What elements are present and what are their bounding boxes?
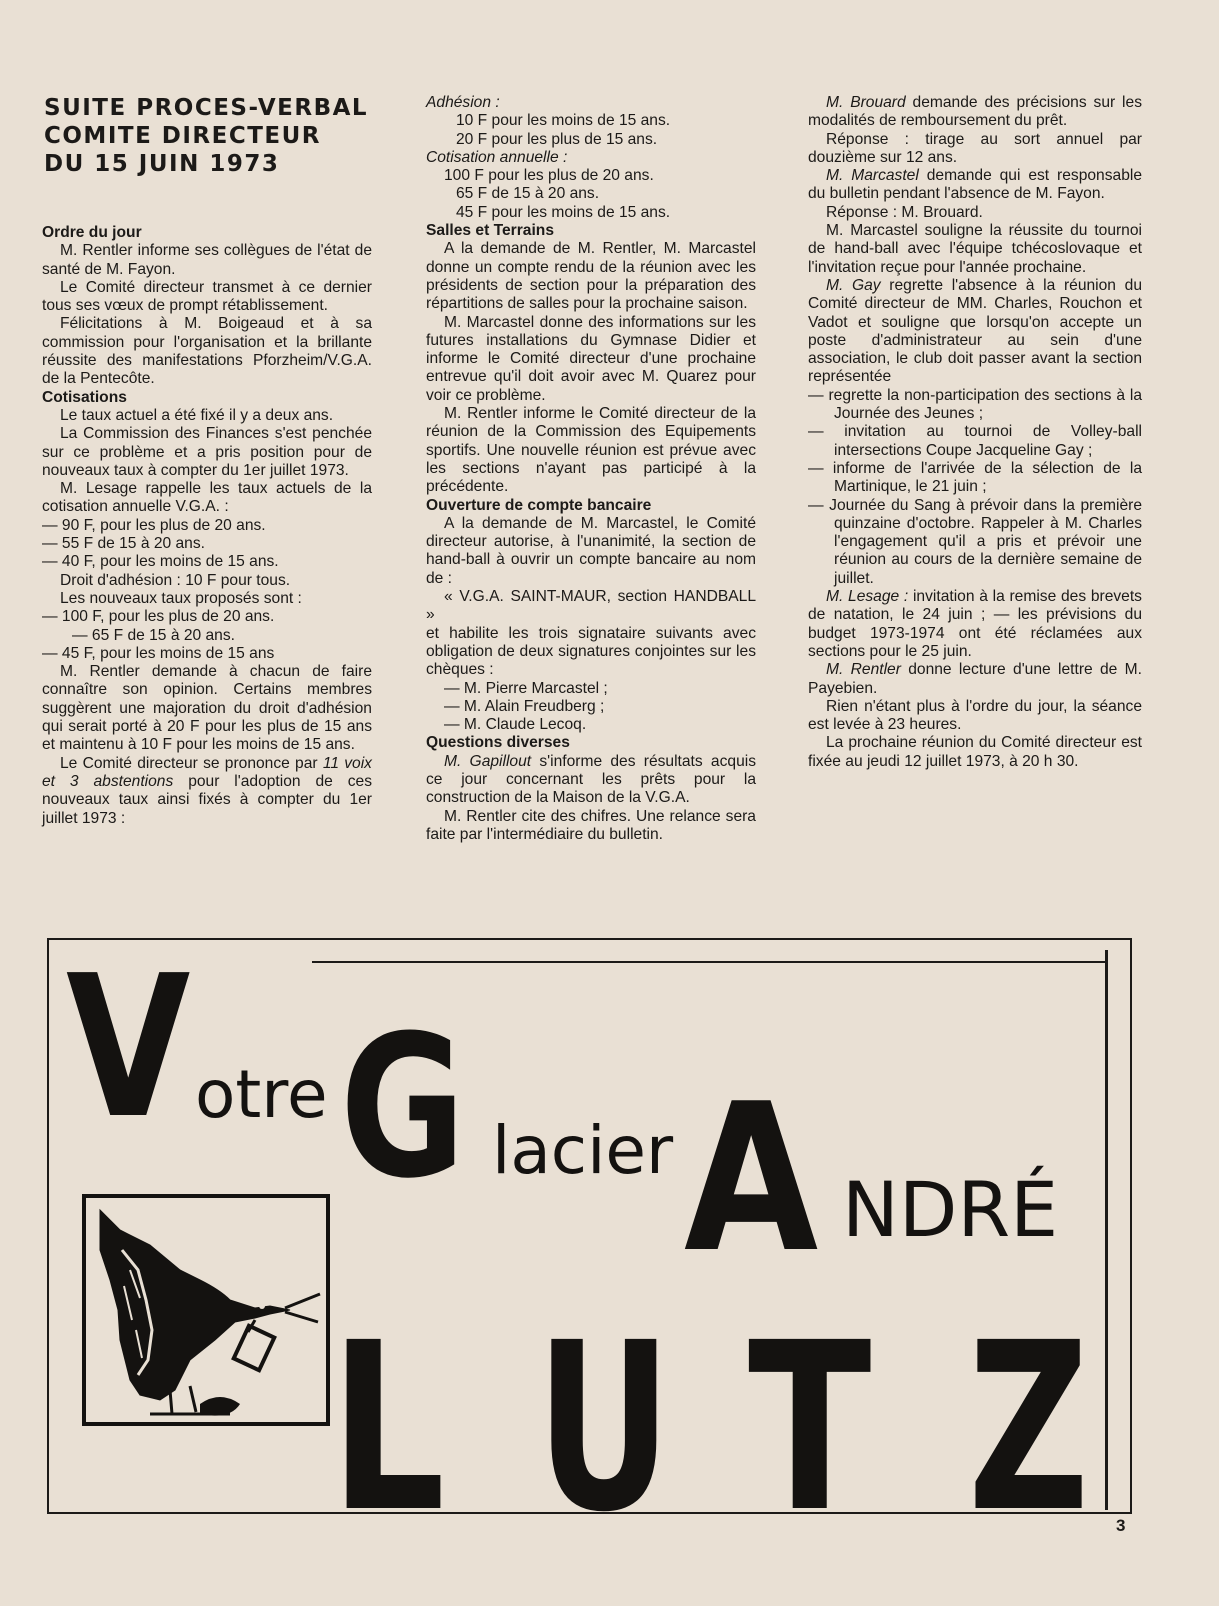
signatory: — M. Pierre Marcastel ; [444,679,608,697]
paragraph: Félicitations à M. Boigeaud et à sa commission pour l'organisation et la brillante réussite des manifestations Pforzheim/V.G.A. de la Pentecôte. [42,315,372,388]
rate-line: 100 F pour les plus de 20 ans. [444,167,654,185]
stork-illustration [80,1190,336,1430]
ad-frame-line [1105,950,1108,1510]
column-2 [426,94,756,844]
rate-line: — 90 F, pour les plus de 20 ans. [42,516,266,534]
paragraph [808,94,1142,131]
heading-compte-bancaire: Ouverture de compte bancaire [426,496,652,514]
paragraph: M. Rentler informe le Comité directeur de la réunion de la Commission des Equipements sportifs. Une nouvelle réunion est prévue avec les sections n'ayant pas participé à la précédente. [426,405,756,496]
ad-letter-u: U [536,1293,672,1563]
ad-letter-g: G [340,994,466,1222]
heading-cotisations: Cotisations [42,388,127,406]
ad-letter-a: A [684,1061,819,1298]
vote-result: 11 voix et 3 abstentions [42,754,372,790]
rate-line: 45 F pour les moins de 15 ans. [456,203,671,221]
ice-cream-box [234,1326,275,1370]
text: s'informe des résultats acquis ce jour concernant les prêts pour la construction de la Maison de la V.G.A. [426,752,756,807]
paragraph [808,661,1142,698]
rate-line: — 40 F, pour les moins de 15 ans. [42,553,279,571]
list-item: — informe de l'arrivée de la sélection de la Martinique, le 21 juin ; [808,459,1142,496]
title-line-2: COMITE DIRECTEUR [44,123,322,149]
page-number: 3 [1116,1516,1126,1535]
ad-letter-t: T [748,1293,872,1563]
paragraph: M. Rentler informe ses collègues de l'état de santé de M. Fayon. [42,242,372,278]
text: Le Comité directeur se prononce par [60,754,318,772]
column-1 [42,224,372,828]
paragraph: Le taux actuel a été fixé il y a deux ans. [60,406,334,424]
paragraph: M. Rentler demande à chacun de faire connaître son opinion. Certains membres suggèrent une majoration du droit d'adhésion qui serait porté à 20 F pour les plus de 15 ans et maintenu à 10 F pour les moins de 15 ans. [42,663,372,754]
paragraph: M. Marcastel souligne la réussite du tournoi de hand-ball avec l'équipe tchécoslovaque et l'invitation reçue pour l'année prochaine. [808,222,1142,276]
rate-line: 65 F de 15 à 20 ans. [456,185,600,203]
rate-line: — 55 F de 15 à 20 ans. [42,535,205,553]
ad-word-lacier: lacier [492,1112,674,1189]
list-item: — invitation au tournoi de Volley-ball intersections Coupe Jacqueline Gay ; [808,423,1142,459]
paragraph [808,277,1142,387]
paragraph: A la demande de M. Marcastel, le Comité directeur autorise, à l'unanimité, la section de hand-ball à ouvrir un compte bancaire au nom de : [426,514,756,587]
heading-salles-terrains: Salles et Terrains [426,222,554,240]
rate-line: — 45 F, pour les moins de 15 ans [42,644,275,662]
title-line-3: DU 15 JUIN 1973 [44,151,280,177]
rate-line: Les nouveaux taux proposés sont : [60,589,302,607]
text: demande qui est responsable du bulletin pendant l'absence de M. Fayon. [808,167,1142,203]
rate-line: — 100 F, pour les plus de 20 ans. [42,608,275,626]
paragraph [808,167,1142,204]
paragraph: et habilite les trois signataire suivants avec obligation de deux signatures conjointes sur les chèques : [426,624,756,679]
text: — les prévisions du budget 1973-1974 ont été réclamées aux sections pour le 25 juin. [808,606,1142,660]
ad-word-otre: otre [195,1056,328,1133]
text: pour l'adoption de ces nouveaux taux ainsi fixés à compter du 1er juillet 1973 : [42,772,373,827]
page-title [44,94,384,178]
text: regrette l'absence à la réunion du Comité directeur de MM. Charles, Rouchon et Vadot et souligne que lorsqu'on accepte un poste d'administrateur au sein d'une association, le club doit passer avant la section représentée [808,276,1142,386]
paragraph: Rien n'étant plus à l'ordre du jour, la séance est levée à 23 heures. [808,697,1142,734]
signatory: — M. Claude Lecoq. [444,716,587,734]
rate-line: Droit d'adhésion : 10 F pour tous. [60,571,291,589]
paragraph-vote [42,755,372,828]
column-3 [808,94,1142,771]
speaker: M. Gay [826,276,881,294]
speaker: M. Lesage : [826,588,909,606]
paragraph: A la demande de M. Rentler, M. Marcastel donne un compte rendu de la réunion avec les présidents de section pour la préparation des répartitions de salles pour la prochaine saison. [426,240,756,313]
ad-letter-v: V [66,934,191,1162]
paragraph: M. Rentler cite des chifres. Une relance sera faite par l'intermédiaire du bulletin. [426,807,756,843]
rate-line: 20 F pour les plus de 15 ans. [456,130,658,148]
list-item: — Journée du Sang à prévoir dans la première quinzaine d'octobre. Rappeler à M. Charles l'engagement qu'il a pris et prévoir une réunion au cours de la dernière semaine de juillet. [808,496,1142,587]
text: donne lecture d'une lettre de M. Payebien. [808,661,1142,697]
paragraph: M. Lesage rappelle les taux actuels de la cotisation annuelle V.G.A. : [42,480,372,516]
ad-letter-z: Z [968,1293,1090,1563]
title-line-1: SUITE PROCES-VERBAL [44,95,369,121]
ad-word-ndre: NDRÉ [842,1165,1059,1254]
paragraph: La prochaine réunion du Comité directeur est fixée au jeudi 12 juillet 1973, à 20 h 30. [808,734,1142,770]
paragraph [808,588,1142,661]
label-adhesion: Adhésion : [426,94,500,111]
list-item: — regrette la non-participation des sections à la Journée des Jeunes ; [808,386,1142,423]
text: demande des précisions sur les modalités de remboursement du prêt. [808,94,1142,130]
heading-ordre-du-jour: Ordre du jour [42,224,142,241]
nest [200,1397,240,1416]
stork-eye [259,1303,265,1309]
speaker: M. Rentler [826,661,901,679]
paragraph: Réponse : tirage au sort annuel par douzième sur 12 ans. [808,130,1142,166]
paragraph: « V.G.A. SAINT-MAUR, section HANDBALL » [426,588,756,624]
label-cotisation: Cotisation annuelle : [426,148,568,166]
rate-line: — 65 F de 15 à 20 ans. [72,626,235,644]
paragraph [426,753,756,808]
speaker: M. Marcastel [826,167,919,185]
speaker: M. Brouard [826,94,906,111]
speaker: M. Gapillout [444,752,532,770]
text: invitation à la remise des brevets de natation, le 24 juin ; [808,588,1142,624]
paragraph: M. Marcastel donne des informations sur les futures installations du Gymnase Didier et informe le Comité directeur d'une prochaine entrevue qu'il doit avoir avec M. Quarez pour voir ce problème. [426,313,756,404]
paragraph: Réponse : M. Brouard. [826,203,983,221]
paragraph: Le Comité directeur transmet à ce dernier tous ses vœux de prompt rétablissement. [42,278,372,315]
rate-line: 10 F pour les moins de 15 ans. [456,112,671,130]
heading-questions-diverses: Questions diverses [426,734,570,752]
ad-letter-l: L [330,1293,446,1563]
ad-frame-line [312,961,1108,963]
signatory: — M. Alain Freudberg ; [444,697,605,715]
paragraph: La Commission des Finances s'est penchée sur ce problème et a pris position pour de nouveaux taux à compter du 1er juillet 1973. [42,425,372,479]
stork-beak [285,1294,320,1322]
